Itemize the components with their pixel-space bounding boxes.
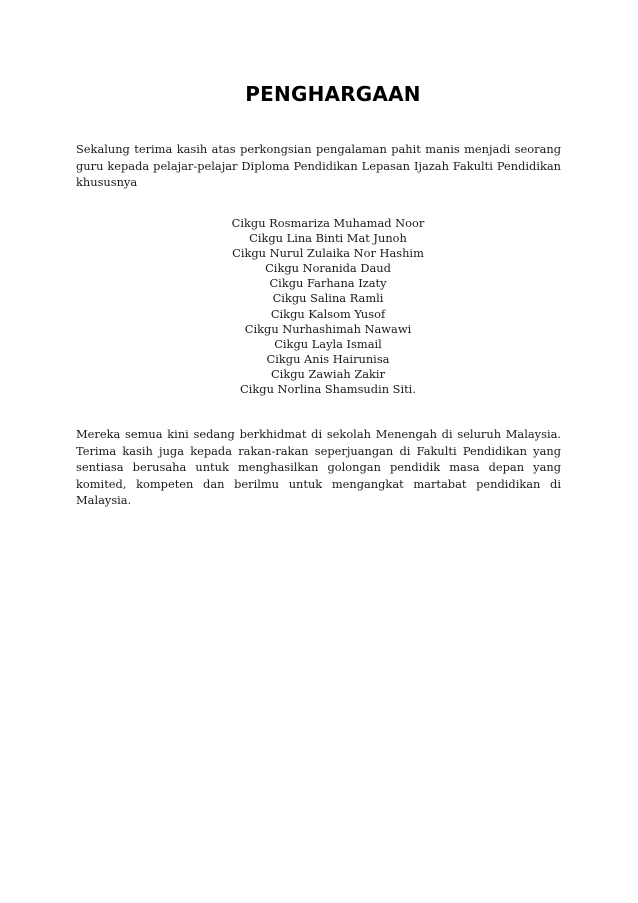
teacher-name: Cikgu Lina Binti Mat Junoh: [249, 231, 407, 246]
teacher-name: Cikgu Nurul Zulaika Nor Hashim: [232, 246, 424, 261]
teacher-name: Cikgu Anis Hairunisa: [266, 351, 390, 366]
closing-paragraph: Mereka semua kini sedang berkhidmat di sekolah Menengah di seluruh Malaysia. Terima kasih juga kepada rakan-rakan seperjuangan di Fakulti Pendidikan yang sentiasa berusaha untuk menghasilkan golongan pendidik masa depan yang komited, kompeten dan berilmu untuk mengangkat martabat pendidikan di Malaysia.: [76, 427, 561, 507]
intro-paragraph: Sekalung terima kasih atas perkongsian pengalaman pahit manis menjadi seorang guru kepada pelajar-pelajar Diploma Pendidikan Lepasan Ijazah Fakulti Pendidikan khususnya: [76, 142, 561, 189]
teacher-name: Cikgu Zawiah Zakir: [270, 366, 386, 381]
teacher-name: Cikgu Nurhashimah Nawawi: [244, 321, 412, 336]
teacher-name: Cikgu Kalsom Yusof: [270, 306, 386, 321]
teacher-name: Cikgu Norlina Shamsudin Siti.: [240, 382, 416, 397]
teacher-name: Cikgu Layla Ismail: [274, 336, 382, 351]
teacher-name-list: [170, 216, 486, 397]
teacher-name: Cikgu Salina Ramli: [272, 291, 384, 306]
page-title: PENGHARGAAN: [245, 82, 421, 106]
teacher-name: Cikgu Farhana Izaty: [269, 276, 387, 291]
teacher-name: Cikgu Rosmariza Muhamad Noor: [231, 216, 425, 230]
teacher-name: Cikgu Noranida Daud: [265, 261, 391, 276]
